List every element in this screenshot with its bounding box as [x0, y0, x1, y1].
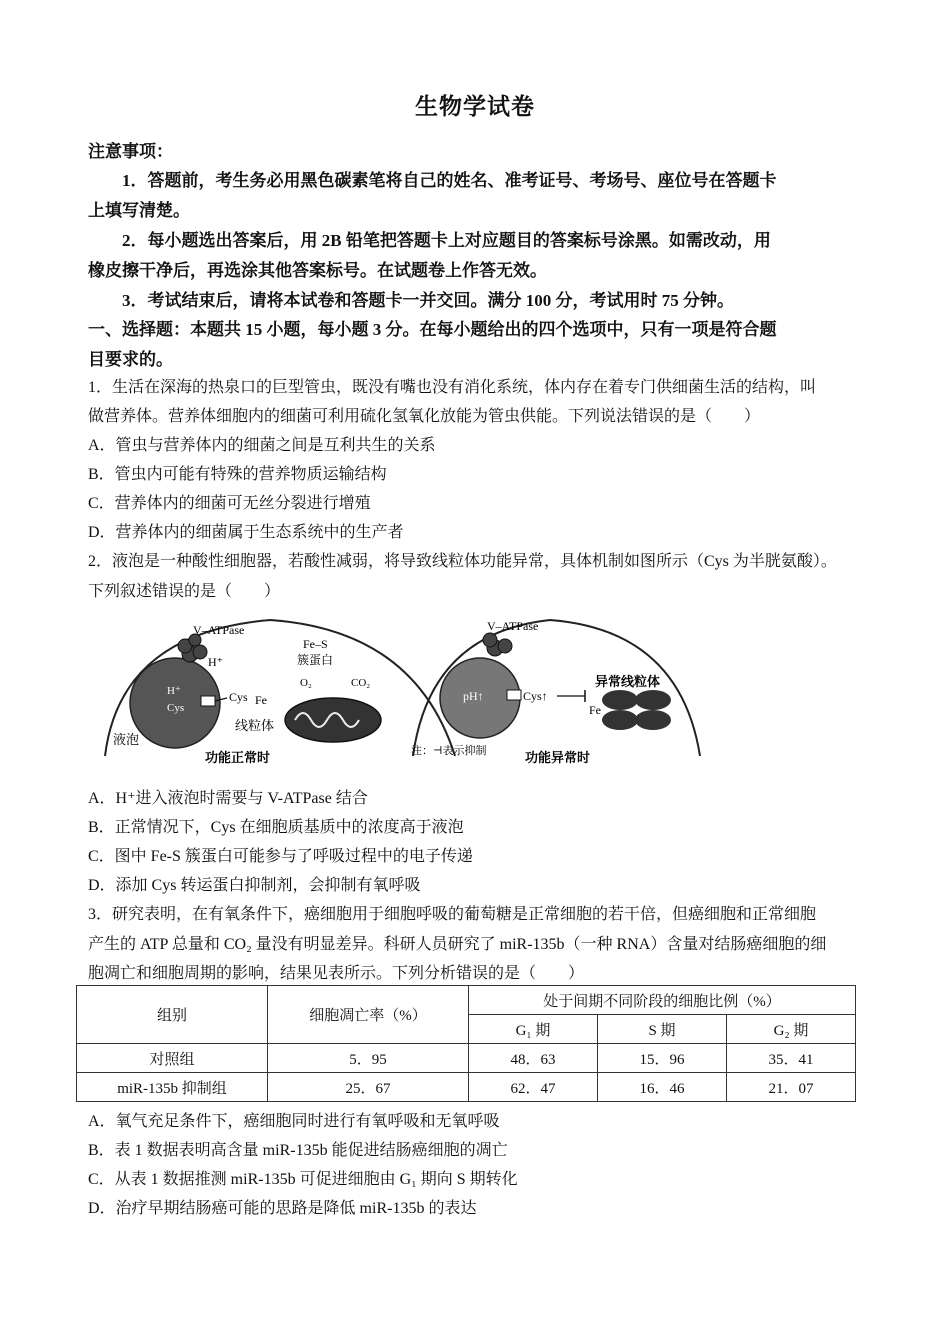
label-vatpase: V–ATPase [193, 623, 245, 637]
notice-item-2: 2．每小题选出答案后，用 2B 铅笔把答题卡上对应题目的答案标号涂黑。如需改动，用 [122, 231, 771, 250]
q3-table [76, 985, 856, 1102]
label-fe: Fe [255, 693, 267, 707]
table-row [77, 1073, 856, 1102]
q2-option-a: A．H⁺进入液泡时需要与 V-ATPase 结合 [88, 790, 368, 807]
q3-stem-cont-2: 胞凋亡和细胞周期的影响，结果见表所示。下列分析错误的是（ ） [88, 965, 585, 982]
q1-stem-cont: 做营养体。营养体细胞内的细菌可利用硫化氢氧化放能为管虫供能。下列说法错误的是（ ） [88, 408, 761, 425]
cell-s: 15．96 [598, 1044, 727, 1073]
cell-apoptosis: 25．67 [268, 1073, 469, 1102]
q3-stem: 3．研究表明，在有氧条件下，癌细胞用于细胞呼吸的葡萄糖是正常细胞的若干倍，但癌细胞和正常细胞 [88, 906, 817, 923]
mitochondrion-normal [285, 698, 381, 742]
q3-option-c: C．从表 1 数据推测 miR-135b 可促进细胞由 G₁ 期向 S 期转化 [88, 1171, 518, 1188]
th-g1: G₁ 期 [469, 1015, 598, 1044]
label-cys-inner: Cys [167, 702, 185, 714]
cell-group: miR-135b 抑制组 [77, 1073, 268, 1102]
label-co2: CO₂ [351, 677, 371, 689]
q1-option-d: D．营养体内的细菌属于生态系统中的生产者 [88, 524, 404, 541]
q2-option-b: B．正常情况下，Cys 在细胞质基质中的浓度高于液泡 [88, 819, 464, 836]
q2-option-c: C．图中 Fe-S 簇蛋白可能参与了呼吸过程中的电子传递 [88, 848, 473, 865]
th-group: 组别 [77, 986, 268, 1044]
th-apoptosis: 细胞凋亡率（%） [268, 986, 469, 1044]
cell-g2: 35．41 [727, 1044, 856, 1073]
notice-heading: 注意事项： [88, 142, 173, 161]
q3-option-d: D．治疗早期结肠癌可能的思路是降低 miR-135b 的表达 [88, 1200, 477, 1217]
label-cys-up: Cys↑ [523, 689, 548, 703]
cell-apoptosis: 5．95 [268, 1044, 469, 1073]
th-interphase: 处于间期不同阶段的细胞比例（%） [469, 986, 856, 1015]
caption-normal: 功能正常时 [205, 750, 271, 765]
th-g2: G₂ 期 [727, 1015, 856, 1044]
label-cys-outer: Cys [229, 690, 248, 704]
cell-g1: 62．47 [469, 1073, 598, 1102]
notice-item-2-cont: 橡皮擦干净后，再选涂其他答案标号。在试题卷上作答无效。 [88, 261, 547, 280]
label-ph: pH↑ [463, 689, 484, 703]
label-fes-1: Fe–S [303, 637, 328, 651]
label-fe-abnormal: Fe [589, 703, 601, 717]
caption-abnormal: 功能异常时 [525, 750, 591, 765]
v-atpase-icon [178, 634, 207, 662]
cell-s: 16．46 [598, 1073, 727, 1102]
q2-stem: 2．液泡是一种酸性细胞器，若酸性减弱，将导致线粒体功能异常，具体机制如图所示（Cys 为半胱氨酸）。 [88, 553, 837, 570]
section-heading: 一、选择题：本题共 15 小题，每小题 3 分。在每小题给出的四个选项中，只有一项是符合题 [88, 320, 777, 339]
q1-option-c: C．营养体内的细菌可无丝分裂进行增殖 [88, 495, 371, 512]
th-s: S 期 [598, 1015, 727, 1044]
label-abnormal-mito: 异常线粒体 [595, 674, 661, 689]
label-hplus: H⁺ [208, 655, 223, 669]
notice-item-1-cont: 上填写清楚。 [88, 201, 190, 220]
abnormal-mitochondria-icon [602, 690, 671, 730]
label-vacuole: 液泡 [113, 732, 140, 747]
page-title: 生物学试卷 [415, 94, 535, 119]
q3-option-b: B．表 1 数据表明高含量 miR-135b 能促进结肠癌细胞的凋亡 [88, 1142, 508, 1159]
label-note: 注：⊣表示抑制 [411, 745, 487, 757]
q1-option-b: B．管虫内可能有特殊的营养物质运输结构 [88, 466, 387, 483]
label-o2: O₂ [300, 677, 312, 689]
q1-stem: 1．生活在深海的热泉口的巨型管虫，既没有嘴也没有消化系统，体内存在着专门供细菌生活的结构，叫 [88, 379, 817, 396]
label-vatpase-abnormal: V–ATPase [487, 619, 539, 633]
cell-g1: 48．63 [469, 1044, 598, 1073]
section-heading-cont: 目要求的。 [88, 350, 173, 369]
q2-figure [95, 608, 715, 780]
cell-g2: 21．07 [727, 1073, 856, 1102]
q3-option-a: A．氧气充足条件下，癌细胞同时进行有氧呼吸和无氧呼吸 [88, 1113, 500, 1130]
label-hplus-inner: H⁺ [167, 685, 181, 697]
q1-option-a: A．管虫与营养体内的细菌之间是互利共生的关系 [88, 437, 436, 454]
notice-item-3: 3．考试结束后，请将本试卷和答题卡一并交回。满分 100 分，考试用时 75 分钟。 [122, 291, 734, 310]
cys-transporter-icon [201, 696, 215, 706]
label-fes-2: 簇蛋白 [297, 653, 334, 667]
cys-transporter-icon-abnormal [507, 690, 521, 700]
q2-stem-cont: 下列叙述错误的是（ ） [88, 583, 281, 600]
table-row [77, 1044, 856, 1073]
q3-stem-cont: 产生的 ATP 总量和 CO₂ 量没有明显差异。科研人员研究了 miR-135b（一种 RNA）含量对结肠癌细胞的细 [88, 936, 827, 953]
notice-item-1: 1．答题前，考生务必用黑色碳素笔将自己的姓名、准考证号、考场号、座位号在答题卡 [122, 171, 777, 190]
v-atpase-icon-abnormal [483, 633, 512, 656]
label-mitochondrion: 线粒体 [235, 718, 275, 733]
q2-option-d: D．添加 Cys 转运蛋白抑制剂，会抑制有氧呼吸 [88, 877, 421, 894]
cell-group: 对照组 [77, 1044, 268, 1073]
